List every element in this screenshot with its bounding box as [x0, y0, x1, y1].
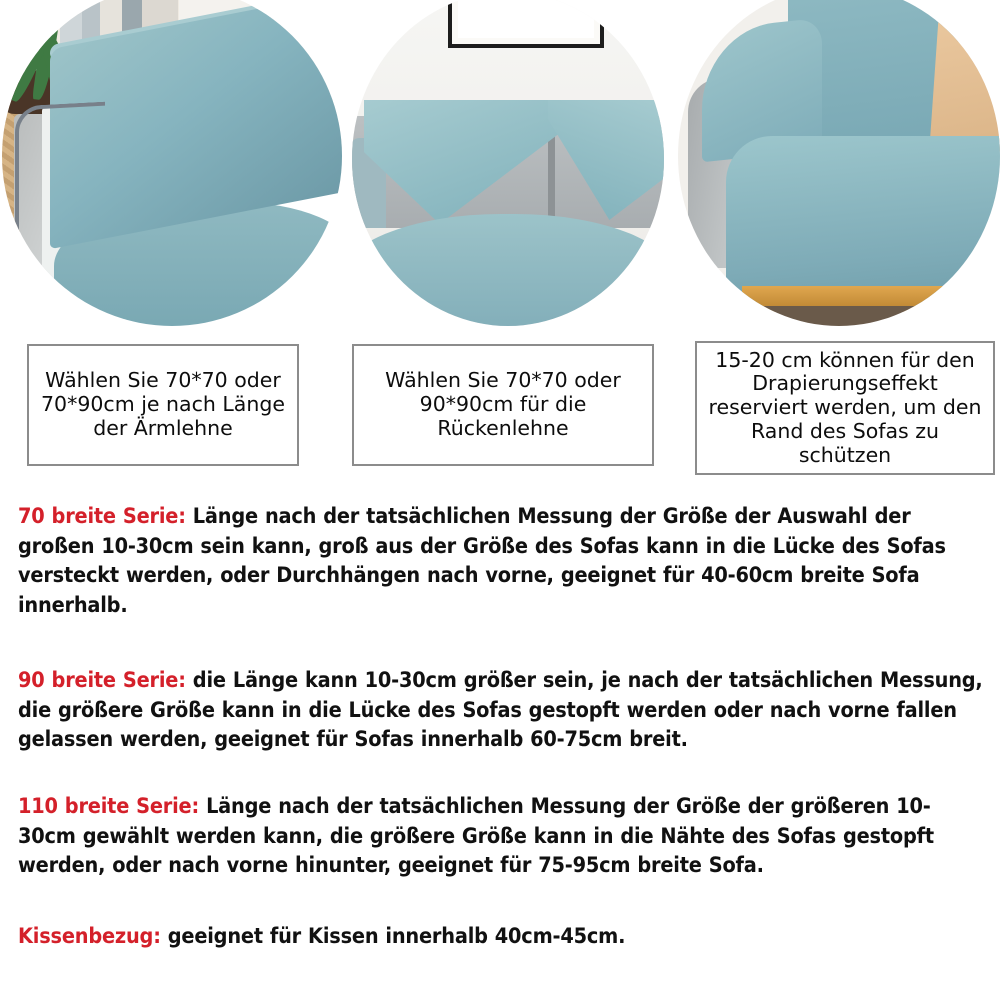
caption-backrest: Wählen Sie 70*70 oder 90*90cm für die Rückenlehne: [352, 344, 654, 466]
series-110-text: Länge nach der tatsächlichen Messung der Größe der größeren 10-30cm gewählt werden kann, die größere Größe kann in die Nähte des Sofas gestopft werden, oder nach vorne hinunter, geeignet für 75-95cm breite Sofa.: [18, 794, 934, 878]
armrest-cover-photo: [2, 0, 342, 326]
picture-frame: [448, 0, 604, 48]
seat-cover-fabric: [726, 136, 1000, 306]
series-70-label: 70 breite Serie:: [18, 504, 186, 529]
frame-mat: [458, 0, 594, 38]
series-90-text: die Länge kann 10-30cm größer sein, je nach der tatsächlichen Messung, die größere Größe kann in die Lücke des Sofas gestopft werden oder nach vorne fallen gelassen werden, geeignet für Sofas innerhalb 60-75cm breit.: [18, 668, 983, 752]
series-70-paragraph: [18, 502, 986, 620]
series-90-label: 90 breite Serie:: [18, 668, 186, 693]
seat-cover-fabric: [352, 214, 664, 326]
cover-piping: [15, 102, 105, 291]
pillow-cover-label: Kissenbezug:: [18, 924, 161, 949]
pillow-cover-text: geeignet für Kissen innerhalb 40cm-45cm.: [167, 924, 626, 949]
caption-row: [0, 338, 1000, 482]
caption-drape: 15-20 cm können für den Drapierungseffekt reserviert werden, um den Rand des Sofas zu schützen: [695, 341, 995, 475]
pillow-cover-paragraph: [18, 922, 986, 952]
series-90-paragraph: [18, 666, 986, 755]
photo-strip: [0, 0, 1000, 326]
backrest-cover-photo: [352, 0, 664, 326]
series-110-label: 110 breite Serie:: [18, 794, 200, 819]
seat-cover-photo: [678, 0, 1000, 326]
floor: [718, 306, 1000, 326]
series-110-paragraph: [18, 792, 986, 881]
caption-armrest: Wählen Sie 70*70 oder 70*90cm je nach Länge der Ärmlehne: [27, 344, 299, 466]
beige-cushion: [930, 0, 1000, 157]
series-70-text: Länge nach der tatsächlichen Messung der Größe der Auswahl der großen 10-30cm sein kann, groß aus der Größe des Sofas kann in die Lücke des Sofas versteckt werden, oder Durchhängen nach vorne, geeignet für 40-60cm breite Sofa innerhalb.: [18, 504, 946, 618]
